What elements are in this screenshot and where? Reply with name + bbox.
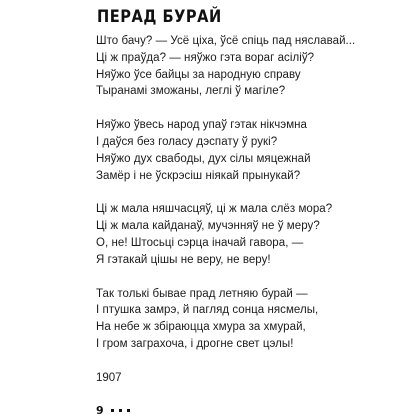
decorative-dots bbox=[111, 409, 130, 412]
stanza bbox=[96, 33, 396, 100]
page-number: 9 bbox=[96, 404, 104, 417]
verse-line: І гром заграхоча, і дрогне свет цэлы! bbox=[96, 337, 294, 350]
verse-line: Ці ж мала кайданаў, мучэнняў не ў меру? bbox=[96, 220, 320, 233]
verse-line: О, не! Штосьці сэрца іначай гавора, — bbox=[96, 236, 304, 249]
verse-line: Ці ж праўда? — няўжо гэта вораг асіліў? bbox=[96, 51, 315, 64]
square-dot-icon bbox=[127, 409, 130, 412]
stanza bbox=[96, 201, 396, 268]
poem-date: 1907 bbox=[96, 371, 122, 384]
verse-line: Тыранамі зможаны, леглі ў магіле? bbox=[96, 85, 286, 98]
verse-line: Так толькі бывае прад летняю бурай — bbox=[96, 287, 308, 300]
square-dot-icon bbox=[111, 409, 114, 412]
verse-line: Няўжо дух свабоды, дух сілы мяцежнай bbox=[96, 152, 311, 165]
verse-line: Няўжо ўвесь народ упаў гэтак нікчэмна bbox=[96, 119, 308, 132]
verse-line: На небе ж збіраюцца хмура за хмурай, bbox=[96, 321, 306, 334]
verse-line: Я гэтакай цішы не веру, не веру! bbox=[96, 253, 271, 266]
square-dot-icon bbox=[119, 409, 122, 412]
verse-line: І даўся без голасу дэспату ў рукі? bbox=[96, 135, 278, 148]
verse-line: Няўжо ўсе байцы за народную справу bbox=[96, 68, 301, 81]
verse-line: Што бачу? — Усё ціха, ўсё спіць пад няславай... bbox=[96, 35, 356, 47]
verse-line: Замёр і не ўскрэсіш ніякай прынукай? bbox=[96, 169, 301, 182]
stanza bbox=[96, 286, 396, 353]
verse-line: Ці ж мала няшчасцяў, ці ж мала слёз мора? bbox=[96, 203, 333, 216]
verse-line: І птушка замрэ, й пагляд сонца нясмелы, bbox=[96, 304, 319, 317]
page-footer bbox=[96, 404, 130, 417]
poem-body bbox=[96, 33, 396, 387]
poem-title: ПЕРАД БУРАЙ bbox=[97, 7, 222, 27]
stanza bbox=[96, 117, 396, 184]
